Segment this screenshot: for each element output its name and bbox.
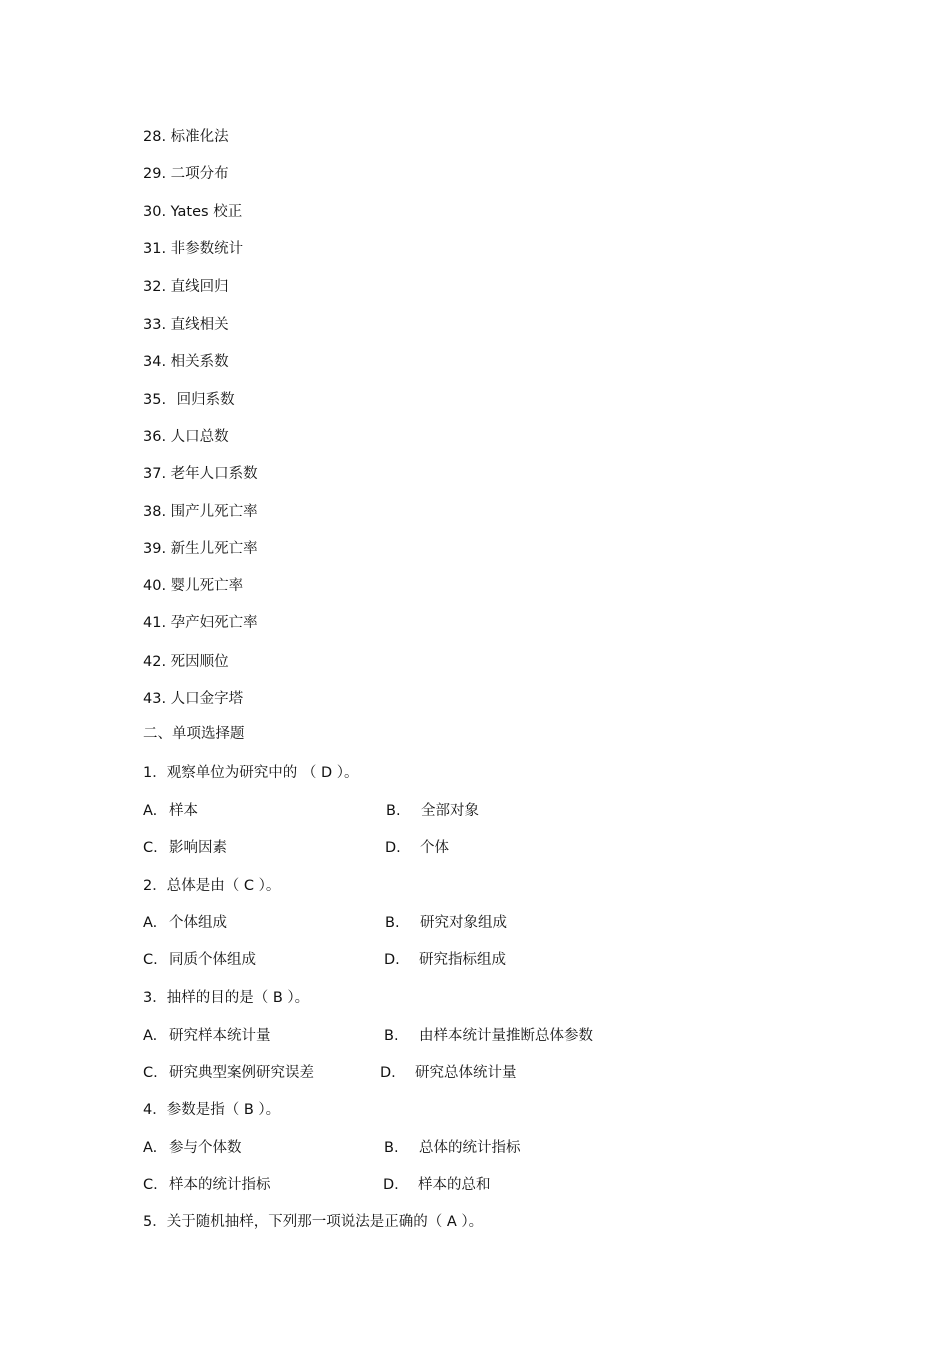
term-number: 38. (143, 504, 167, 520)
option-text: 影响因素 (169, 840, 227, 856)
option-text: 研究样本统计量 (169, 1028, 271, 1044)
option-text: 个体组成 (169, 915, 227, 931)
option-text: 样本的统计指标 (169, 1177, 271, 1193)
option-d (385, 838, 449, 858)
term-item (143, 652, 229, 672)
option-c (143, 1063, 314, 1083)
term-number: 29. (143, 166, 167, 182)
option-letter: C. (143, 1065, 158, 1081)
option-c (143, 838, 227, 858)
option-d (383, 1175, 491, 1195)
question-stem: 2．总体是由（ C ）。 (143, 878, 281, 894)
option-text: 参与个体数 (169, 1140, 242, 1156)
option-text: 样本的总和 (418, 1177, 491, 1193)
term-text: 直线回归 (170, 279, 229, 295)
term-text: 标准化法 (170, 129, 229, 145)
option-c (143, 1175, 271, 1195)
term-number: 32. (143, 279, 167, 295)
term-item (143, 164, 229, 184)
option-text: 研究指标组成 (419, 952, 506, 968)
option-text: 个体 (420, 840, 449, 856)
term-text: 围产儿死亡率 (170, 504, 258, 520)
option-text: 研究对象组成 (420, 915, 507, 931)
term-text: 非参数统计 (170, 241, 244, 257)
question-stem: 5．关于随机抽样，下列那一项说法是正确的（ A ）。 (143, 1214, 484, 1230)
question-stem: 3．抽样的目的是（ B ）。 (143, 990, 310, 1006)
question-stem: 4．参数是指（ B ）。 (143, 1102, 281, 1118)
term-item (143, 502, 258, 522)
term-text: 新生儿死亡率 (170, 541, 258, 557)
option-b (384, 1138, 521, 1158)
option-text: 由样本统计量推断总体参数 (419, 1028, 593, 1044)
option-letter: A. (143, 1028, 158, 1044)
option-d (384, 950, 506, 970)
option-letter: B. (384, 1028, 399, 1044)
option-b (384, 1026, 593, 1046)
term-item (143, 689, 243, 709)
term-item (143, 464, 258, 484)
term-item (143, 539, 258, 559)
term-number: 43. (143, 691, 167, 707)
term-number: 37. (143, 466, 167, 482)
option-d (380, 1063, 517, 1083)
option-text: 全部对象 (421, 803, 479, 819)
term-text: 回归系数 (176, 392, 235, 408)
term-number: 28. (143, 129, 167, 145)
term-number: 35. (143, 392, 167, 408)
term-item (143, 277, 229, 297)
term-item (143, 390, 235, 410)
term-text: 人口总数 (170, 429, 229, 445)
term-number: 40. (143, 578, 167, 594)
option-a (143, 1138, 242, 1158)
term-number: 31. (143, 241, 167, 257)
option-letter: D. (385, 840, 401, 856)
term-item (143, 613, 258, 633)
option-text: 样本 (169, 803, 198, 819)
term-text: 直线相关 (170, 317, 229, 333)
option-letter: D. (384, 952, 400, 968)
question-stem: 1．观察单位为研究中的 （ D ）。 (143, 765, 359, 781)
term-item (143, 352, 229, 372)
option-a (143, 801, 198, 821)
term-text: 孕产妇死亡率 (170, 615, 258, 631)
term-text: 人口金字塔 (170, 691, 244, 707)
option-letter: C. (143, 840, 158, 856)
option-text: 研究总体统计量 (415, 1065, 517, 1081)
option-letter: A. (143, 915, 158, 931)
option-letter: A. (143, 803, 158, 819)
term-text: 老年人口系数 (170, 466, 258, 482)
option-text: 总体的统计指标 (419, 1140, 521, 1156)
option-letter: B. (384, 1140, 399, 1156)
option-b (385, 913, 507, 933)
section-heading: 二、单项选择题 (143, 726, 245, 742)
term-text: Yates 校正 (170, 204, 243, 220)
option-letter: D. (380, 1065, 396, 1081)
term-number: 36. (143, 429, 167, 445)
option-letter: B. (385, 915, 400, 931)
option-letter: A. (143, 1140, 158, 1156)
option-text: 研究典型案例研究误差 (169, 1065, 314, 1081)
term-item (143, 127, 229, 147)
term-number: 34. (143, 354, 167, 370)
option-letter: C. (143, 1177, 158, 1193)
term-item (143, 202, 242, 222)
term-number: 30. (143, 204, 167, 220)
term-number: 33. (143, 317, 167, 333)
option-text: 同质个体组成 (169, 952, 256, 968)
term-text: 二项分布 (170, 166, 229, 182)
term-text: 死因顺位 (170, 654, 229, 670)
option-letter: C. (143, 952, 158, 968)
term-text: 婴儿死亡率 (170, 578, 244, 594)
term-item (143, 315, 229, 335)
term-number: 41. (143, 615, 167, 631)
term-item (143, 576, 243, 596)
option-a (143, 913, 227, 933)
option-a (143, 1026, 271, 1046)
option-c (143, 950, 256, 970)
term-item (143, 427, 229, 447)
term-text: 相关系数 (170, 354, 229, 370)
term-item (143, 239, 243, 259)
option-letter: D. (383, 1177, 399, 1193)
option-b (386, 801, 479, 821)
term-number: 42. (143, 654, 167, 670)
option-letter: B. (386, 803, 401, 819)
term-number: 39. (143, 541, 167, 557)
